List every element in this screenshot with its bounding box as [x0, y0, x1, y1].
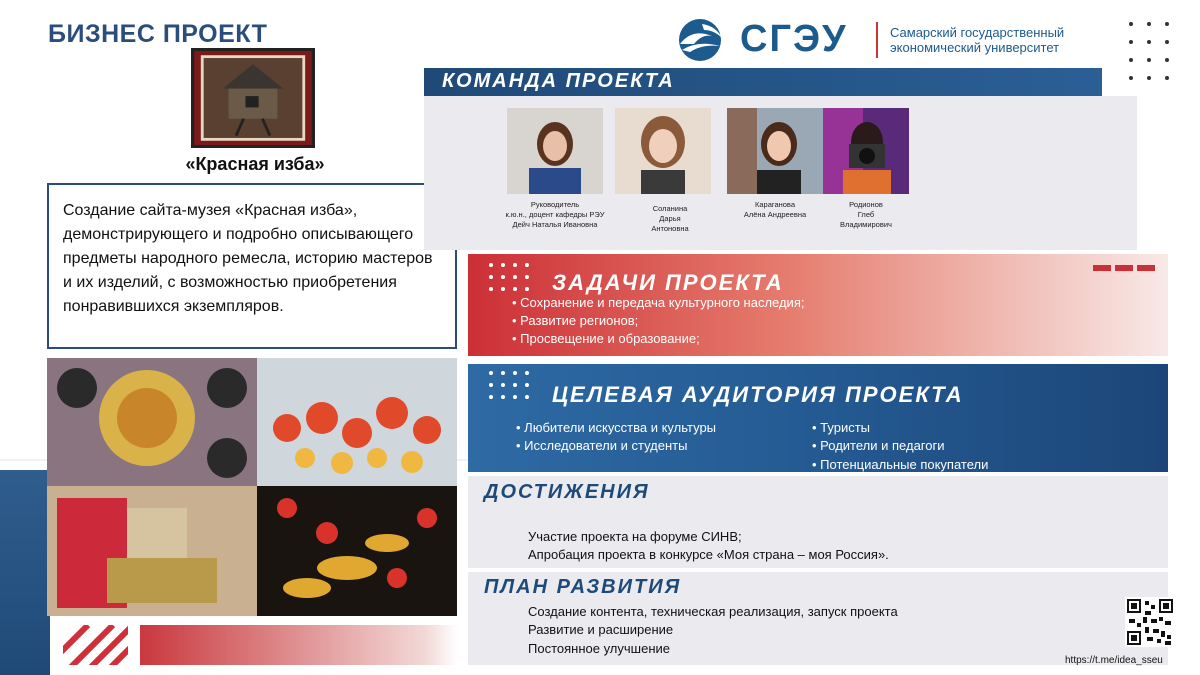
task-item: • Развитие регионов; — [512, 313, 639, 328]
audience-item: • Родители и педагоги — [812, 438, 945, 453]
stripes-decor — [63, 625, 128, 665]
plan-item: Постоянное улучшение — [528, 641, 670, 656]
member-photo-1 — [507, 108, 603, 194]
dots-decor — [488, 262, 540, 292]
project-description-box — [47, 183, 457, 349]
audience-item: • Любители искусства и культуры — [516, 420, 717, 435]
plan-title: ПЛАН РАЗВИТИЯ — [484, 576, 682, 598]
task-item: • Сохранение и передача культурного наследия; — [512, 295, 805, 310]
telegram-link[interactable]: https://t.me/idea_sseu — [1065, 655, 1163, 666]
member-name-2: Соланина Дарья Антоновна — [651, 204, 689, 233]
achievement-item: Участие проекта на форуме СИНВ; — [528, 529, 742, 544]
audience-item: • Туристы — [812, 420, 871, 435]
logo-divider — [876, 22, 878, 58]
crafts-photo-collage — [47, 358, 457, 616]
member-photo-2 — [615, 108, 711, 194]
dashes-decor — [1093, 265, 1155, 273]
project-caption: «Красная изба» — [185, 154, 325, 174]
audience-panel — [468, 364, 1168, 472]
member-photo-4 — [823, 108, 909, 194]
dots-decor — [488, 370, 540, 400]
plan-item: Развитие и расширение — [528, 622, 674, 637]
university-name: Самарский государственный экономический университет — [890, 25, 1065, 55]
left-blue-decor — [0, 470, 50, 675]
plan-item: Создание контента, техническая реализация, запуск проекта — [528, 604, 898, 619]
gradient-bar-decor — [140, 625, 457, 665]
team-title: КОМАНДА ПРОЕКТА — [442, 70, 675, 92]
logo-wordmark: СГЭУ — [740, 18, 848, 60]
achievement-item: Апробация проекта в конкурсе «Моя страна – моя Россия». — [528, 547, 889, 562]
project-description: Создание сайта-музея «Красная изба», демонстрирующего и подробно описывающего предметы народного ремесла, историю мастеров и их изделий, с возможностью приобретения понравившихся экземпляров. — [63, 202, 433, 315]
audience-item: • Исследователи и студенты — [516, 438, 688, 453]
sseu-logo-icon — [672, 18, 734, 62]
audience-title: ЦЕЛЕВАЯ АУДИТОРИЯ ПРОЕКТА — [552, 382, 964, 407]
tasks-title: ЗАДАЧИ ПРОЕКТА — [552, 270, 784, 295]
member-name-3: Караганова Алёна Андреевна — [743, 200, 807, 219]
audience-item: • Потенциальные покупатели — [812, 457, 989, 472]
member-name-4: Родионов Глеб Владимирович — [840, 200, 892, 229]
page-title: БИЗНЕС ПРОЕКТ — [48, 20, 268, 48]
member-name-1: Руководитель к.ю.н., доцент кафедры РЭУ Дейч Наталья Ивановна — [505, 200, 605, 229]
izba-image — [191, 48, 315, 148]
achievements-title: ДОСТИЖЕНИЯ — [484, 481, 650, 503]
member-photo-3 — [727, 108, 823, 194]
dots-decor — [1127, 20, 1173, 95]
task-item: • Просвещение и образование; — [512, 331, 700, 346]
qr-code[interactable] — [1125, 597, 1175, 647]
